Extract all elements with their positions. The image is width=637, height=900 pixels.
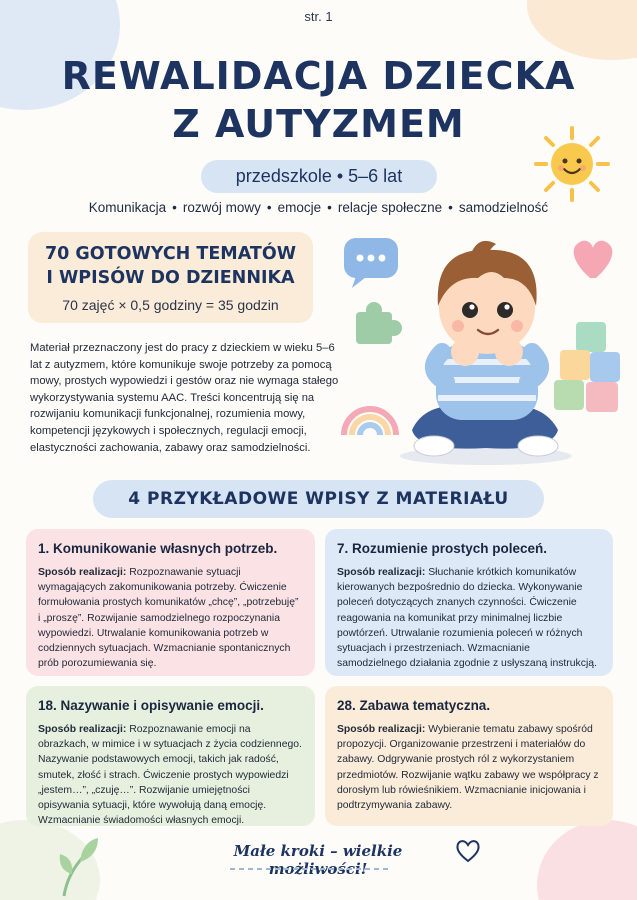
page-title-line-1: REWALIDACJA DZIECKA <box>61 54 576 98</box>
boy-illustration <box>338 220 628 470</box>
topic-item: samodzielność <box>458 200 549 215</box>
toy-blocks-icon <box>554 322 620 412</box>
entry-card-title: 18. Nazywanie i opisywanie emocji. <box>38 698 264 713</box>
topics-list <box>0 200 637 215</box>
entry-card-text <box>38 722 303 828</box>
topic-separator: • <box>448 200 453 215</box>
topic-separator: • <box>172 200 177 215</box>
method-label: Sposób realizacji: <box>337 567 426 578</box>
topic-separator: • <box>327 200 332 215</box>
heart-outline-icon <box>455 838 481 864</box>
sun-icon <box>532 124 612 204</box>
entry-card-title: 1. Komunikowanie własnych potrzeb. <box>38 541 278 556</box>
summary-heading-line-2: I WPISÓW DO DZIENNIKA <box>46 268 295 288</box>
leaf-icon <box>54 830 104 898</box>
subtitle-badge: przedszkole • 5–6 lat <box>201 160 437 193</box>
summary-box <box>28 232 313 323</box>
topic-separator: • <box>266 200 272 215</box>
entry-card-body: Rozpoznawanie emocji na obrazkach, w mimice i w sytuacjach z życia codziennego. Nazywanie podstawowych emocji, takich jak radość, smutek, złość i strach. Ćwiczenie prostych wypowiedzi „jestem…”, „czuję…”. Rozwijanie umiejętności opisywania sytuacji, które wywołują daną emocję. Wzmacnianie świadomości własnych emocji. <box>38 724 302 827</box>
entry-card <box>325 529 613 676</box>
description-text: Materiał przeznaczony jest do pracy z dzieckiem w wieku 5–6 lat z autyzmem, które komunikuje swoje potrzeby za pomocą mowy, prostych wypowiedzi i gestów oraz nie wymaga stałego wykorzystywania systemu AAC. Treści koncentrują się na rozwijaniu komunikacji funkcjonalnej, rozumienia mowy, kompetencji językowych i społecznych, regulacji emocji, elastyczności zachowania, zabawy oraz samodzielności. <box>30 342 339 454</box>
entry-card-title: 28. Zabawa tematyczna. <box>337 698 491 713</box>
method-label: Sposób realizacji: <box>38 567 127 578</box>
method-label: Sposób realizacji: <box>337 724 426 735</box>
section-heading: 4 PRZYKŁADOWE WPISY Z MATERIAŁU <box>93 480 544 518</box>
entry-card-body: Słuchanie krótkich komunikatów kierowanych bezpośrednio do dziecka. Wykonywanie poleceń dotyczących znanych czynności. Ćwiczenie reagowania na komunikat przy minimalnej liczbie powtórzeń. Utrwalanie rozumienia poleceń w różnych sytuacjach i przestrzeniach. Wzmacnianie samodzielnego działania zgodnie z usłyszaną instrukcją. <box>337 567 597 670</box>
footer-slogan: Małe kroki – wielkie możliwości! <box>233 842 403 878</box>
footer-underline <box>230 868 390 870</box>
entry-card <box>325 686 613 826</box>
heart-icon <box>574 241 613 278</box>
entry-card <box>26 529 315 676</box>
entry-card-title: 7. Rozumienie prostych poleceń. <box>337 541 548 556</box>
decor-blob-bottom-right <box>537 820 637 900</box>
topic-item: relacje społeczne <box>337 200 443 215</box>
entry-card-body: Wybieranie tematu zabawy spośród propozycji. Organizowanie przestrzeni i materiałów do zabawy. Odgrywanie prostych ról z wykorzystaniem przedmiotów. Rozwijanie wątku zabawy we współpracy z dorosłym lub rówieśnikiem. Wzmacnianie inicjowania i podtrzymywania zabawy. <box>337 724 599 812</box>
puzzle-piece-icon <box>356 302 402 344</box>
method-label: Sposób realizacji: <box>38 724 127 735</box>
entry-card-text <box>38 565 303 671</box>
summary-heading <box>28 242 313 290</box>
entry-card-text <box>337 722 601 813</box>
topic-item: rozwój mowy <box>182 200 261 215</box>
rainbow-icon <box>344 409 396 435</box>
entry-card-body: Rozpoznawanie sytuacji wymagających zakomunikowania potrzeby. Ćwiczenie formułowania prostych komunikatów „chcę”, „potrzebuję” i „proszę”. Rozwijanie samodzielnego rozpoczynania wypowiedzi. Utrwalanie komunikowania potrzeb w codziennych sytuacjach. Wzmacnianie spontanicznych prób porozumiewania się. <box>38 567 299 670</box>
page-number: str. 1 <box>304 9 333 24</box>
summary-heading-line-1: 70 GOTOWYCH TEMATÓW <box>44 244 297 264</box>
topic-item: emocje <box>277 200 322 215</box>
entry-card-text <box>337 565 601 671</box>
page-title-line-2: Z AUTYZMEM <box>172 102 465 146</box>
summary-hours: 70 zajęć × 0,5 godziny = 35 godzin <box>62 297 279 313</box>
topic-item: Komunikacja <box>88 200 167 215</box>
entry-card <box>26 686 315 826</box>
speech-bubble-icon <box>344 238 398 288</box>
